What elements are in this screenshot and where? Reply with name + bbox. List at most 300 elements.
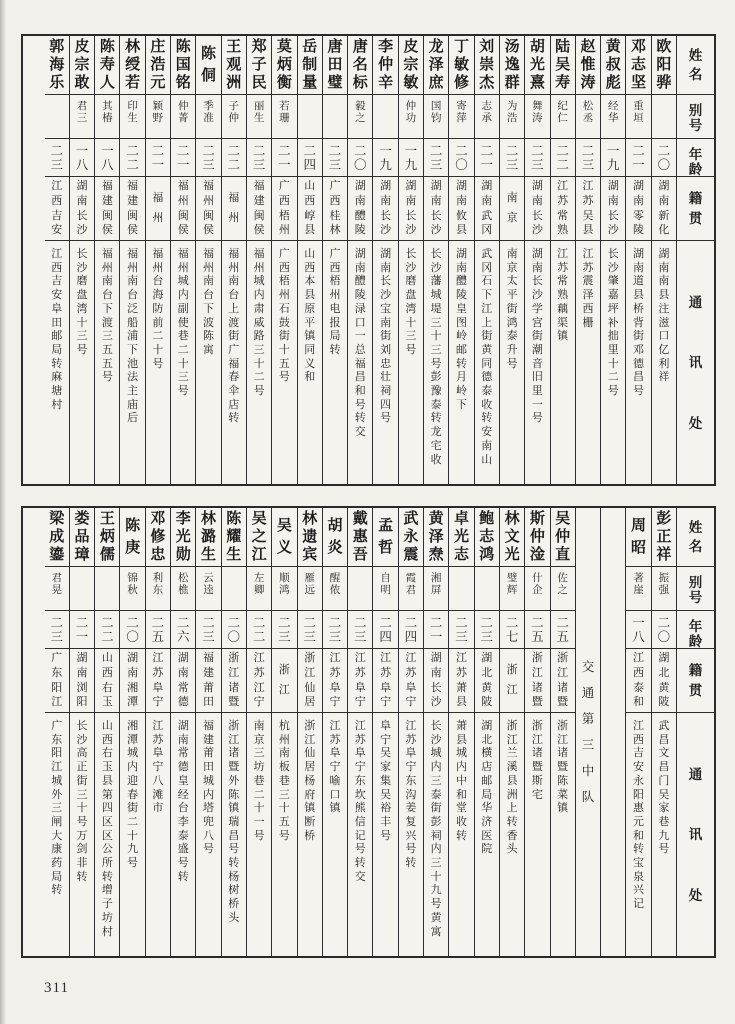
address-cell: 江 苏 阜 宁 东 坎 熊 信 记 号 转 交 xyxy=(348,712,372,956)
roster-table-bottom xyxy=(21,506,716,958)
age-cell: 二 六 xyxy=(171,610,195,648)
alias-cell: 霞 君 xyxy=(399,566,423,610)
name-cell: 斯 仲 淦 xyxy=(529,510,545,563)
name-cell: 胡 炎 xyxy=(327,517,343,556)
member-column xyxy=(601,36,626,484)
origin-cell: 福 建 闽 侯 xyxy=(95,176,119,240)
address-cell: 浙 江 诸 暨 斯 宅 xyxy=(525,712,549,956)
name-cell: 邓 修 忠 xyxy=(150,510,166,563)
origin-cell: 广 西 桂 林 xyxy=(323,176,347,240)
header-address: 通 讯 处 xyxy=(677,712,714,956)
name-cell: 陈 庚 xyxy=(125,517,141,556)
age-cell: 二 一 xyxy=(70,610,94,648)
name-cell: 郑 子 民 xyxy=(251,38,267,91)
address-cell: 江 苏 常 熟 藕 渠 镇 xyxy=(551,240,575,484)
alias-cell: 松 樵 xyxy=(171,566,195,610)
origin-cell: 湖 南 湘 潭 xyxy=(120,648,144,712)
origin-cell: 江 苏 阜 宁 xyxy=(373,648,397,712)
name-cell: 汤 逸 群 xyxy=(504,38,520,91)
name-cell: 孟 哲 xyxy=(378,517,394,556)
name-cell: 欧 阳 骅 xyxy=(656,38,672,91)
age-cell: 二 〇 xyxy=(449,138,473,176)
name-cell: 卓 光 志 xyxy=(453,510,469,563)
name-cell: 林 遗 宾 xyxy=(302,510,318,563)
age-cell: 二 三 xyxy=(45,138,69,176)
age-cell: 二 二 xyxy=(222,138,246,176)
age-cell: 二 三 xyxy=(475,610,499,648)
name-cell: 林 文 光 xyxy=(504,510,520,563)
origin-cell: 江 苏 阜 宁 xyxy=(399,648,423,712)
alias-cell: 锦 秋 xyxy=(120,566,144,610)
alias-cell: 璧 辉 xyxy=(500,566,524,610)
address-cell: 江 苏 阜 宁 八 滩 市 xyxy=(146,712,170,956)
alias-cell: 仲 菁 xyxy=(171,94,195,138)
name-cell: 赵 惟 涛 xyxy=(580,38,596,91)
header-alias: 别 号 xyxy=(677,566,714,610)
name-cell: 林 潞 生 xyxy=(201,510,217,563)
origin-cell: 福 州 闽 侯 xyxy=(196,176,220,240)
alias-cell: 醒 侬 xyxy=(323,566,347,610)
age-cell: 二 五 xyxy=(525,610,549,648)
address-cell: 福 州 南 台 上 渡 街 广 福 春 伞 店 转 xyxy=(222,240,246,484)
member-column xyxy=(576,36,601,484)
member-column xyxy=(449,36,474,484)
age-cell: 一 九 xyxy=(601,138,625,176)
member-column xyxy=(500,36,525,484)
origin-cell: 湖 北 黄 陂 xyxy=(475,648,499,712)
member-column xyxy=(196,36,221,484)
address-cell: 武 冈 石 下 江 上 街 黄 同 德 泰 收 转 安 南 山 xyxy=(475,240,499,484)
name-cell: 胡 光 熹 xyxy=(529,38,545,91)
alias-cell: 若 珊 xyxy=(272,94,296,138)
age-cell: 二 四 xyxy=(373,610,397,648)
origin-cell: 湖 南 长 沙 xyxy=(424,648,448,712)
origin-cell: 江 苏 阜 宁 xyxy=(323,648,347,712)
origin-cell: 湖 南 长 沙 xyxy=(399,176,423,240)
age-cell: 二 二 xyxy=(95,610,119,648)
origin-cell: 山 西 右 玉 xyxy=(95,648,119,712)
member-column xyxy=(424,508,449,956)
address-cell: 广 西 梧 州 电 报 局 转 xyxy=(323,240,347,484)
alias-cell: 佐 之 xyxy=(551,566,575,610)
origin-cell: 浙 江 诸 暨 xyxy=(222,648,246,712)
name-cell: 梁 成 鎏 xyxy=(49,510,65,563)
age-cell: 二 三 xyxy=(525,138,549,176)
origin-cell: 江 苏 阜 宁 xyxy=(146,648,170,712)
member-column xyxy=(323,36,348,484)
alias-cell: 松 丞 xyxy=(576,94,600,138)
alias-cell: 湘 屏 xyxy=(424,566,448,610)
age-cell: 二 一 xyxy=(272,138,296,176)
address-cell: 浙 江 诸 暨 外 陈 镇 瑞 昌 号 转 杨 树 桥 头 xyxy=(222,712,246,956)
name-cell: 龙 泽 庶 xyxy=(428,38,444,91)
member-column xyxy=(171,36,196,484)
origin-cell: 广 西 梧 州 xyxy=(272,176,296,240)
address-cell: 福 州 南 台 下 渡 三 五 五 号 xyxy=(95,240,119,484)
name-cell: 丁 敏 修 xyxy=(453,38,469,91)
address-cell: 浙 江 兰 溪 县 洲 上 转 香 头 xyxy=(500,712,524,956)
age-cell: 二 三 xyxy=(196,610,220,648)
name-cell: 周 昭 xyxy=(631,517,647,556)
member-column xyxy=(500,508,525,956)
name-cell: 武 永 震 xyxy=(403,510,419,563)
alias-cell xyxy=(45,94,69,138)
name-cell: 吴 之 江 xyxy=(251,510,267,563)
name-cell: 娄 品 璋 xyxy=(74,510,90,563)
member-column xyxy=(196,508,221,956)
address-cell: 福 州 城 内 副 使 巷 二 十 三 号 xyxy=(171,240,195,484)
age-cell: 二 〇 xyxy=(120,610,144,648)
age-cell: 二 三 xyxy=(196,138,220,176)
member-column xyxy=(70,36,95,484)
member-column xyxy=(475,508,500,956)
age-cell: 二 一 xyxy=(626,138,650,176)
address-cell: 浙 江 仙 居 杨 府 镇 断 桥 xyxy=(298,712,322,956)
alias-cell: 顺 鸿 xyxy=(272,566,296,610)
name-cell: 岳 制 量 xyxy=(302,38,318,91)
origin-cell: 浙 江 诸 暨 xyxy=(551,648,575,712)
member-column xyxy=(272,36,297,484)
name-cell: 黄 泽 焘 xyxy=(428,510,444,563)
origin-cell: 福 建 莆 田 xyxy=(196,648,220,712)
name-cell: 陈 寿 人 xyxy=(99,38,115,91)
alias-cell: 什 企 xyxy=(525,566,549,610)
member-column xyxy=(652,508,677,956)
origin-cell: 湖 北 黄 陂 xyxy=(652,648,676,712)
alias-cell xyxy=(373,94,397,138)
header-age: 年 龄 xyxy=(677,138,714,176)
address-cell: 杭 州 南 板 巷 三 十 五 号 xyxy=(272,712,296,956)
origin-cell: 湖 南 长 沙 xyxy=(70,176,94,240)
member-column xyxy=(298,508,323,956)
age-cell: 二 〇 xyxy=(222,610,246,648)
address-cell: 浙 江 诸 暨 陈 菜 镇 xyxy=(551,712,575,956)
address-cell: 长 沙 磨 盘 湾 十 三 号 xyxy=(399,240,423,484)
alias-cell: 季 准 xyxy=(196,94,220,138)
empty-cell xyxy=(601,508,625,956)
alias-cell: 舞 涛 xyxy=(525,94,549,138)
address-cell: 湖 南 常 德 皇 经 台 李 泰 盛 号 转 xyxy=(171,712,195,956)
origin-cell: 福 州 xyxy=(146,176,170,240)
origin-cell: 福 建 闽 侯 xyxy=(120,176,144,240)
address-cell: 湘 潭 城 内 迎 春 街 二 十 九 号 xyxy=(120,712,144,956)
header-alias: 别 号 xyxy=(677,94,714,138)
member-column xyxy=(348,36,373,484)
origin-cell: 江 苏 吴 县 xyxy=(576,176,600,240)
alias-cell: 经 华 xyxy=(601,94,625,138)
member-column xyxy=(272,508,297,956)
squadron-divider-cell: 交 通 第 三 中 队 xyxy=(581,660,595,804)
age-cell: 二 三 xyxy=(272,610,296,648)
address-cell: 湖 南 长 沙 宝 南 街 刘 忠 壮 祠 四 号 xyxy=(373,240,397,484)
member-column xyxy=(146,36,171,484)
address-cell: 湖 南 南 县 注 滋 口 亿 利 祥 xyxy=(652,240,676,484)
age-cell: 二 三 xyxy=(45,610,69,648)
address-cell: 湖 南 长 沙 学 宫 街 潮 音 旧 里 一 号 xyxy=(525,240,549,484)
name-cell: 吴 仲 直 xyxy=(555,510,571,563)
address-cell: 萧 县 城 内 中 和 堂 收 转 xyxy=(449,712,473,956)
age-cell: 二 〇 xyxy=(348,138,372,176)
member-column xyxy=(525,508,550,956)
member-column xyxy=(120,36,145,484)
address-cell: 湖 南 醴 陵 皇 图 岭 邮 转 月 岭 下 xyxy=(449,240,473,484)
origin-cell: 湖 南 醴 陵 xyxy=(348,176,372,240)
origin-cell: 湖 南 长 沙 xyxy=(601,176,625,240)
address-cell: 长 沙 城 内 三 泰 街 彭 祠 内 三 十 九 号 黄 寓 xyxy=(424,712,448,956)
origin-cell: 浙 江 xyxy=(272,648,296,712)
member-column xyxy=(298,36,323,484)
alias-cell: 毅 之 xyxy=(348,94,372,138)
header-origin: 籍 贯 xyxy=(677,648,714,712)
alias-cell: 志 承 xyxy=(475,94,499,138)
header-name: 姓 名 xyxy=(688,520,703,554)
origin-cell: 浙 江 xyxy=(500,648,524,712)
age-cell: 二 〇 xyxy=(652,610,676,648)
origin-cell: 江 苏 阜 宁 xyxy=(348,648,372,712)
member-column xyxy=(146,508,171,956)
member-column xyxy=(45,36,70,484)
member-column xyxy=(652,36,677,484)
member-column xyxy=(120,508,145,956)
origin-cell: 福 州 xyxy=(222,176,246,240)
name-cell: 刘 崇 杰 xyxy=(479,38,495,91)
member-column xyxy=(348,508,373,956)
alias-cell xyxy=(475,566,499,610)
origin-cell: 广 东 阳 江 xyxy=(45,648,69,712)
origin-cell: 江 苏 萧 县 xyxy=(449,648,473,712)
age-cell: 二 〇 xyxy=(652,138,676,176)
address-cell: 湖 南 道 县 桥 背 街 邓 德 昌 号 xyxy=(626,240,650,484)
alias-cell xyxy=(652,94,676,138)
name-cell: 彭 正 祥 xyxy=(656,510,672,563)
age-cell: 二 三 xyxy=(247,138,271,176)
address-cell: 福 州 城 内 肃 威 路 三 十 二 号 xyxy=(247,240,271,484)
alias-cell xyxy=(348,566,372,610)
alias-cell: 为 浩 xyxy=(500,94,524,138)
address-cell: 江 西 吉 安 永 阳 惠 元 和 转 宝 泉 兴 记 xyxy=(626,712,650,956)
alias-cell xyxy=(70,566,94,610)
age-cell: 一 八 xyxy=(626,610,650,648)
origin-cell: 湖 南 常 德 xyxy=(171,648,195,712)
member-column xyxy=(373,36,398,484)
member-column xyxy=(323,508,348,956)
member-column xyxy=(45,508,70,956)
age-cell: 二 一 xyxy=(424,610,448,648)
scan-gutter-shadow xyxy=(0,0,6,1024)
origin-cell: 湖 南 武 冈 xyxy=(475,176,499,240)
age-cell: 二 三 xyxy=(449,610,473,648)
origin-cell: 江 西 泰 和 xyxy=(626,648,650,712)
alias-cell: 著 崖 xyxy=(626,566,650,610)
empty-column xyxy=(601,508,626,956)
origin-cell: 福 州 闽 侯 xyxy=(171,176,195,240)
age-cell: 二 一 xyxy=(171,138,195,176)
origin-cell: 山 西 崞 县 xyxy=(298,176,322,240)
alias-cell: 寄 萍 xyxy=(449,94,473,138)
address-cell: 长 沙 肇 嘉 坪 补 拙 里 十 二 号 xyxy=(601,240,625,484)
member-column xyxy=(449,508,474,956)
alias-cell: 云 逵 xyxy=(196,566,220,610)
origin-cell: 湖 南 长 沙 xyxy=(373,176,397,240)
alias-cell: 君 晃 xyxy=(45,566,69,610)
name-cell: 唐 名 标 xyxy=(352,38,368,91)
alias-cell: 丽 生 xyxy=(247,94,271,138)
name-cell: 邓 志 坚 xyxy=(631,38,647,91)
origin-cell: 福 建 闽 侯 xyxy=(247,176,271,240)
name-cell: 陈 侗 xyxy=(201,45,217,84)
age-cell: 一 九 xyxy=(373,138,397,176)
alias-cell: 仲 功 xyxy=(399,94,423,138)
age-cell: 二 三 xyxy=(323,138,347,176)
name-cell: 戴 惠 吾 xyxy=(352,510,368,563)
name-cell: 王 观 洲 xyxy=(226,38,242,91)
alias-cell xyxy=(449,566,473,610)
alias-cell: 振 强 xyxy=(652,566,676,610)
address-cell: 阜 宁 吴 家 集 吴 裕 丰 号 xyxy=(373,712,397,956)
alias-cell: 颖 野 xyxy=(146,94,170,138)
member-column xyxy=(95,508,120,956)
age-cell: 二 一 xyxy=(146,138,170,176)
header-column xyxy=(677,508,714,956)
address-cell: 山 西 本 县 原 平 镇 同 义 和 xyxy=(298,240,322,484)
address-cell: 南 京 太 平 街 鸿 泰 升 号 xyxy=(500,240,524,484)
member-column xyxy=(525,36,550,484)
age-cell: 二 三 xyxy=(424,138,448,176)
age-cell: 二 二 xyxy=(120,138,144,176)
name-cell: 王 炳 儒 xyxy=(99,510,115,563)
alias-cell: 利 东 xyxy=(146,566,170,610)
address-cell: 江 西 吉 安 阜 田 邮 局 转 麻 塘 村 xyxy=(45,240,69,484)
alias-cell: 君 三 xyxy=(70,94,94,138)
origin-cell: 湖 南 浏 阳 xyxy=(70,648,94,712)
name-cell: 陈 耀 生 xyxy=(226,510,242,563)
age-cell: 二 五 xyxy=(146,610,170,648)
address-cell: 武 昌 文 昌 门 吴 家 巷 九 号 xyxy=(652,712,676,956)
address-cell: 湖 北 横 店 邮 局 华 济 医 院 xyxy=(475,712,499,956)
age-cell: 二 二 xyxy=(551,138,575,176)
alias-cell: 重 垣 xyxy=(626,94,650,138)
age-cell: 二 二 xyxy=(247,610,271,648)
origin-cell: 江 苏 江 宁 xyxy=(247,648,271,712)
address-cell: 长 沙 高 正 街 三 十 号 万 剑 非 转 xyxy=(70,712,94,956)
address-cell: 江 苏 震 泽 西 栅 xyxy=(576,240,600,484)
page-number: 311 xyxy=(44,980,69,996)
address-cell: 福 州 台 海 防 前 二 十 号 xyxy=(146,240,170,484)
name-cell: 莫 炳 衡 xyxy=(276,38,292,91)
address-cell: 南 京 三 坊 巷 二 十 一 号 xyxy=(247,712,271,956)
header-address: 通 讯 处 xyxy=(677,240,714,484)
name-cell: 皮 宗 敢 xyxy=(74,38,90,91)
origin-cell: 湖 南 新 化 xyxy=(652,176,676,240)
age-cell: 二 四 xyxy=(399,610,423,648)
name-cell: 李 仲 辛 xyxy=(378,38,394,91)
member-column xyxy=(171,508,196,956)
member-column xyxy=(222,36,247,484)
origin-cell: 江 西 吉 安 xyxy=(45,176,69,240)
origin-cell: 南 京 xyxy=(500,176,524,240)
alias-cell: 子 仲 xyxy=(222,94,246,138)
member-column xyxy=(551,508,576,956)
name-cell: 唐 田 璧 xyxy=(327,38,343,91)
name-cell: 陆 吴 寿 xyxy=(555,38,571,91)
name-cell: 林 绶 若 xyxy=(125,38,141,91)
age-cell: 二 一 xyxy=(475,138,499,176)
member-column xyxy=(626,36,651,484)
member-column xyxy=(399,508,424,956)
name-cell: 郭 海 乐 xyxy=(49,38,65,91)
member-column xyxy=(626,508,651,956)
age-cell: 二 三 xyxy=(576,138,600,176)
origin-cell: 湖 南 攸 县 xyxy=(449,176,473,240)
member-column xyxy=(247,36,272,484)
alias-cell: 雁 远 xyxy=(298,566,322,610)
member-column xyxy=(399,36,424,484)
age-cell: 一 九 xyxy=(399,138,423,176)
member-column xyxy=(424,36,449,484)
age-cell: 二 三 xyxy=(348,610,372,648)
roster-table-top xyxy=(21,34,716,486)
origin-cell: 湖 南 长 沙 xyxy=(525,176,549,240)
address-cell: 江 苏 阜 宁 喻 口 镇 xyxy=(323,712,347,956)
header-origin: 籍 贯 xyxy=(677,176,714,240)
alias-cell: 自 明 xyxy=(373,566,397,610)
alias-cell: 纪 仁 xyxy=(551,94,575,138)
name-cell: 庄 浩 元 xyxy=(150,38,166,91)
alias-cell xyxy=(95,566,119,610)
name-cell: 皮 宗 敏 xyxy=(403,38,419,91)
address-cell: 山 西 右 玉 县 第 四 区 区 公 所 转 增 子 坊 村 xyxy=(95,712,119,956)
age-cell: 二 三 xyxy=(323,610,347,648)
member-column xyxy=(95,36,120,484)
member-column xyxy=(475,36,500,484)
address-cell: 福 州 南 台 下 波 陈 寓 xyxy=(196,240,220,484)
header-name: 姓 名 xyxy=(688,48,703,82)
name-cell: 黄 叔 彪 xyxy=(605,38,621,91)
alias-cell: 印 生 xyxy=(120,94,144,138)
origin-cell: 江 苏 常 熟 xyxy=(551,176,575,240)
address-cell: 福 州 南 台 泛 船 浦 下 池 法 主 庙 后 xyxy=(120,240,144,484)
name-cell: 吴 义 xyxy=(276,517,292,556)
name-cell: 李 光 勋 xyxy=(175,510,191,563)
address-cell: 长 沙 磨 盘 湾 十 三 号 xyxy=(70,240,94,484)
origin-cell: 浙 江 仙 居 xyxy=(298,648,322,712)
address-cell: 广 西 梧 州 石 鼓 街 十 五 号 xyxy=(272,240,296,484)
age-cell: 二 七 xyxy=(500,610,524,648)
member-column xyxy=(247,508,272,956)
age-cell: 二 四 xyxy=(298,138,322,176)
alias-cell: 其 椿 xyxy=(95,94,119,138)
member-column xyxy=(373,508,398,956)
age-cell: 二 五 xyxy=(551,610,575,648)
member-column xyxy=(222,508,247,956)
alias-cell xyxy=(222,566,246,610)
address-cell: 江 苏 阜 宁 东 沟 姜 复 兴 号 转 xyxy=(399,712,423,956)
alias-cell: 国 钧 xyxy=(424,94,448,138)
alias-cell: 左 卿 xyxy=(247,566,271,610)
age-cell: 二 三 xyxy=(298,610,322,648)
age-cell: 一 八 xyxy=(95,138,119,176)
address-cell: 湖 南 醴 陵 渌 口 一 总 福 昌 和 号 转 交 xyxy=(348,240,372,484)
alias-cell xyxy=(298,94,322,138)
address-cell: 福 建 莆 田 城 内 塔 兜 八 号 xyxy=(196,712,220,956)
origin-cell: 湖 南 长 沙 xyxy=(424,176,448,240)
header-age: 年 龄 xyxy=(677,610,714,648)
name-cell: 陈 国 铭 xyxy=(175,38,191,91)
address-cell: 广 东 阳 江 城 外 三 闸 大 康 药 局 转 xyxy=(45,712,69,956)
age-cell: 一 八 xyxy=(70,138,94,176)
name-cell: 鲍 志 鸿 xyxy=(479,510,495,563)
member-column xyxy=(551,36,576,484)
